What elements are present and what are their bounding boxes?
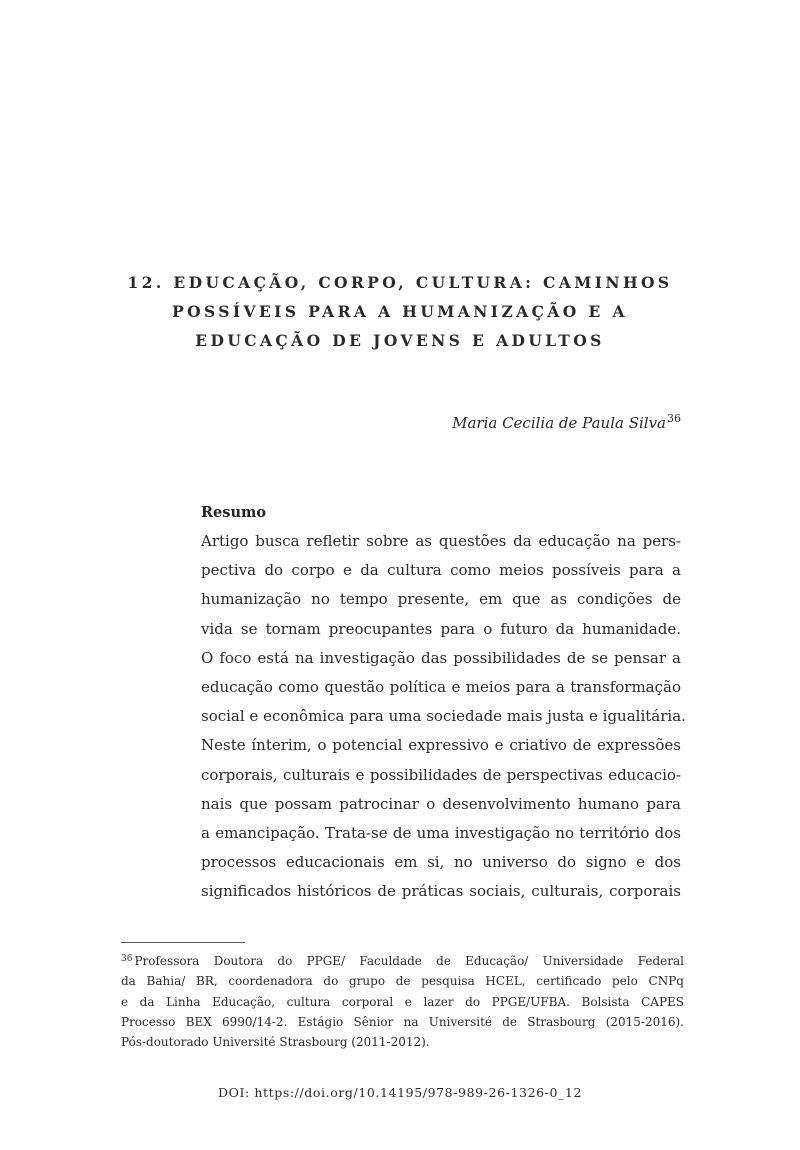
- abstract-line: Artigo busca refletir sobre as questões da educação na pers-: [201, 532, 681, 550]
- abstract-line: vida se tornam preocupantes para o futuro da humanidade.: [201, 619, 681, 638]
- abstract-heading: Resumo: [201, 504, 266, 521]
- footnote-line: [121, 949, 684, 971]
- author-name: Maria Cecilia de Paula Silva: [452, 414, 666, 432]
- chapter-title-line: POSSÍVEIS PARA A HUMANIZAÇÃO E A: [172, 302, 628, 321]
- abstract-line: processos educacionais em si, no universo do signo e dos: [201, 853, 681, 872]
- abstract-line: nais que possam patrocinar o desenvolvimento humano para: [201, 794, 681, 813]
- chapter-title-line: 12. EDUCAÇÃO, CORPO, CULTURA: CAMINHOS: [127, 273, 673, 292]
- footnote-line: da Bahia/ BR, coordenadora do grupo de pesquisa HCEL, certificado pelo CNPq: [121, 974, 684, 989]
- abstract-line: a emancipação. Trata-se de uma investigação no território dos: [201, 824, 681, 843]
- footnote-line: Pós-doutorado Université Strasbourg (2011-2012).: [121, 1035, 430, 1050]
- abstract-line: social e econômica para uma sociedade mais justa e igualitária.: [201, 707, 686, 726]
- footnote-line: e da Linha Educação, cultura corporal e lazer do PPGE/UFBA. Bolsista CAPES: [121, 994, 684, 1009]
- footnote: [121, 949, 684, 1052]
- chapter-title-line: EDUCAÇÃO DE JOVENS E ADULTOS: [195, 331, 605, 350]
- abstract-line: Neste ínterim, o potencial expressivo e criativo de expressões: [201, 736, 681, 755]
- chapter-title: [100, 268, 700, 355]
- abstract-line: pectiva do corpo e da cultura como meios possíveis para a: [201, 561, 681, 580]
- abstract-line: corporais, culturais e possibilidades de perspectivas educacio-: [201, 765, 681, 784]
- abstract-line: humanização no tempo presente, em que as condições de: [201, 590, 681, 609]
- abstract-body: [201, 527, 686, 907]
- doi-link[interactable]: DOI: https://doi.org/10.14195/978-989-26-1326-0_12: [217, 1085, 583, 1100]
- abstract-line: O foco está na investigação das possibilidades de se pensar a: [201, 648, 681, 667]
- abstract-line: educação como questão política e meios para a transformação: [201, 678, 681, 697]
- footnote-line-text: Professora Doutora do PPGE/ Faculdade de Educação/ Universidade Federal: [134, 954, 684, 968]
- footnote-number: 36: [121, 954, 133, 964]
- author-byline: [452, 412, 681, 432]
- footnote-line: Processo BEX 6990/14-2. Estágio Sênior na Université de Strasbourg (2015-2016).: [121, 1014, 684, 1029]
- author-footnote-ref[interactable]: 36: [667, 412, 681, 425]
- footnote-divider: [121, 942, 245, 943]
- abstract-line: significados históricos de práticas sociais, culturais, corporais: [201, 882, 681, 901]
